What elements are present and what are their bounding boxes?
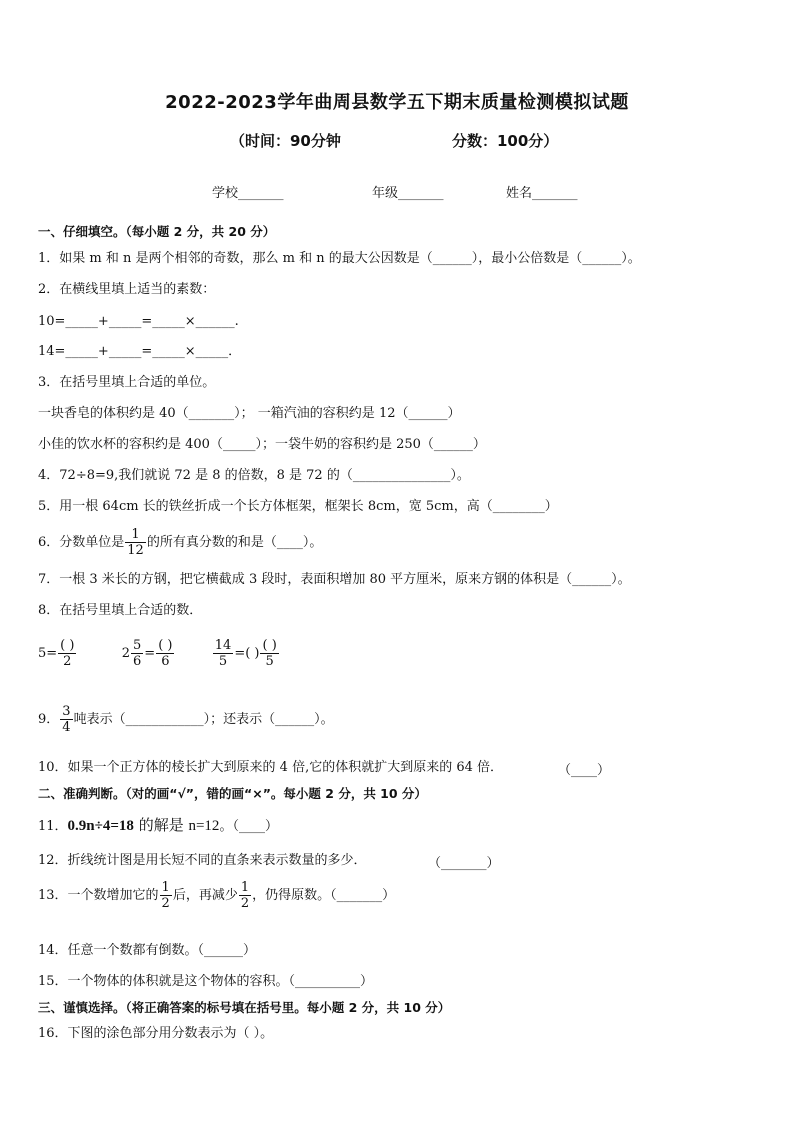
fraction-blank-over-6 (156, 638, 174, 669)
denominator: 6 (161, 654, 170, 669)
question-10: 10．如果一个正方体的棱长扩大到原来的 4 倍,它的体积就扩大到原来的 64 倍． (38, 760, 504, 775)
denominator: 2 (63, 654, 72, 669)
numerator: 3 (62, 704, 71, 719)
exam-score: 分数：100分） (452, 132, 559, 150)
question-9 (38, 704, 334, 735)
fraction-5-6 (131, 638, 143, 669)
fraction-blank-over-5 (260, 638, 278, 669)
denominator: 2 (240, 896, 250, 911)
numerator: 1 (125, 527, 146, 543)
question-4: 4．72÷8=9,我们就说 72 是 8 的倍数，8 是 72 的（_______________）。 (38, 468, 470, 483)
exam-time: （时间：90分钟 (230, 132, 341, 150)
school-field: 学校_______ (212, 186, 284, 201)
question-13-middle: 后，再减少 (172, 888, 238, 903)
question-3-line-a: 一块香皂的体积约是 40（_______）； 一箱汽油的容积约是 12（______） (38, 406, 461, 421)
fraction-blank-over-2 (58, 638, 76, 669)
exam-title: 2022-2023学年曲周县数学五下期末质量检测模拟试题 (165, 92, 629, 113)
denominator: 5 (265, 654, 274, 669)
section2-heading: 二、准确判断。（对的画“√”，错的画“×”。每小题 2 分，共 10 分） (38, 786, 427, 801)
numerator: 14 (214, 638, 232, 653)
question-3-line-b: 小佳的饮水杯的容积约是 400（_____）；一袋牛奶的容积约是 250（______） (38, 437, 486, 452)
numerator: 5 (133, 638, 142, 653)
section3-heading: 三、谨慎选择。（将正确答案的标号填在括号里。每小题 2 分，共 10 分） (38, 1000, 451, 1015)
fraction-one-twelfth (125, 527, 146, 558)
denominator: 6 (133, 654, 142, 669)
question-12: 12．折线统计图是用长短不同的直条来表示数量的多少． (38, 853, 367, 868)
eq-c-equals: =( ) (234, 646, 260, 661)
numerator: 1 (240, 880, 250, 895)
question-6 (38, 527, 322, 558)
question-11-suffix: 。（____） (219, 819, 278, 834)
denominator: 5 (218, 654, 228, 669)
question-2-line-b: 14=_____+_____=_____×_____． (38, 344, 242, 359)
fraction-3-4 (60, 704, 72, 735)
denominator: 4 (62, 720, 71, 735)
question-11-prefix: 11． (38, 819, 68, 834)
numerator: ( ) (60, 638, 75, 653)
question-9-prefix: 9． (38, 712, 60, 727)
fraction-14-5 (213, 638, 234, 669)
question-2: 2．在横线里填上适当的素数： (38, 282, 216, 297)
fraction-one-half-2 (239, 880, 251, 911)
question-12-answer: （_______） (428, 856, 500, 871)
question-9-suffix: 吨表示（____________）；还表示（______）。 (73, 712, 334, 727)
section1-heading: 一、仔细填空。（每小题 2 分，共 20 分） (38, 224, 276, 239)
question-16: 16．下图的涂色部分用分数表示为（ ）。 (38, 1026, 274, 1041)
fraction-one-half (160, 880, 172, 911)
grade-field: 年级_______ (372, 186, 444, 201)
question-7: 7．一根 3 米长的方钢，把它横截成 3 段时，表面积增加 80 平方厘米，原来方钢的体积是（______）。 (38, 572, 631, 587)
eq-a-left: 5= (38, 646, 58, 661)
question-11-equation: 0.9n÷4=18 (67, 818, 134, 834)
question-11 (38, 816, 278, 836)
question-13-prefix: 13．一个数增加它的 (38, 888, 159, 903)
question-2-line-a: 10=_____+_____=_____×______. (38, 314, 239, 329)
question-8: 8．在括号里填上合适的数． (38, 603, 203, 618)
question-13-suffix: ，仍得原数。（_______） (252, 888, 396, 903)
numerator: ( ) (158, 638, 173, 653)
denominator: 12 (127, 543, 144, 558)
denominator: 2 (161, 896, 170, 911)
question-11-middle: 的解是 (133, 816, 189, 834)
numerator: ( ) (262, 638, 277, 653)
question-1: 1．如果 m 和 n 是两个相邻的奇数，那么 m 和 n 的最大公因数是（______），最小公倍数是（______）。 (38, 251, 641, 266)
question-5: 5．用一根 64cm 长的铁丝折成一个长方体框架，框架长 8cm，宽 5cm，高（________） (38, 499, 558, 514)
name-field: 姓名_______ (506, 186, 578, 201)
question-6-prefix: 6．分数单位是 (38, 535, 125, 550)
question-6-suffix: 的所有真分数的和是（____）。 (146, 535, 323, 550)
question-3: 3．在括号里填上合适的单位。 (38, 375, 216, 390)
question-10-answer: （____） (558, 763, 611, 778)
question-13 (38, 880, 395, 911)
eq-b-whole: 2 (121, 646, 131, 661)
numerator: 1 (161, 880, 170, 895)
question-14: 14．任意一个数都有倒数。（______） (38, 943, 257, 958)
question-11-answer: n=12 (188, 818, 220, 834)
question-15: 15．一个物体的体积就是这个物体的容积。（__________） (38, 974, 374, 989)
eq-b-equals: = (144, 646, 156, 661)
question-8-equations (38, 638, 280, 669)
